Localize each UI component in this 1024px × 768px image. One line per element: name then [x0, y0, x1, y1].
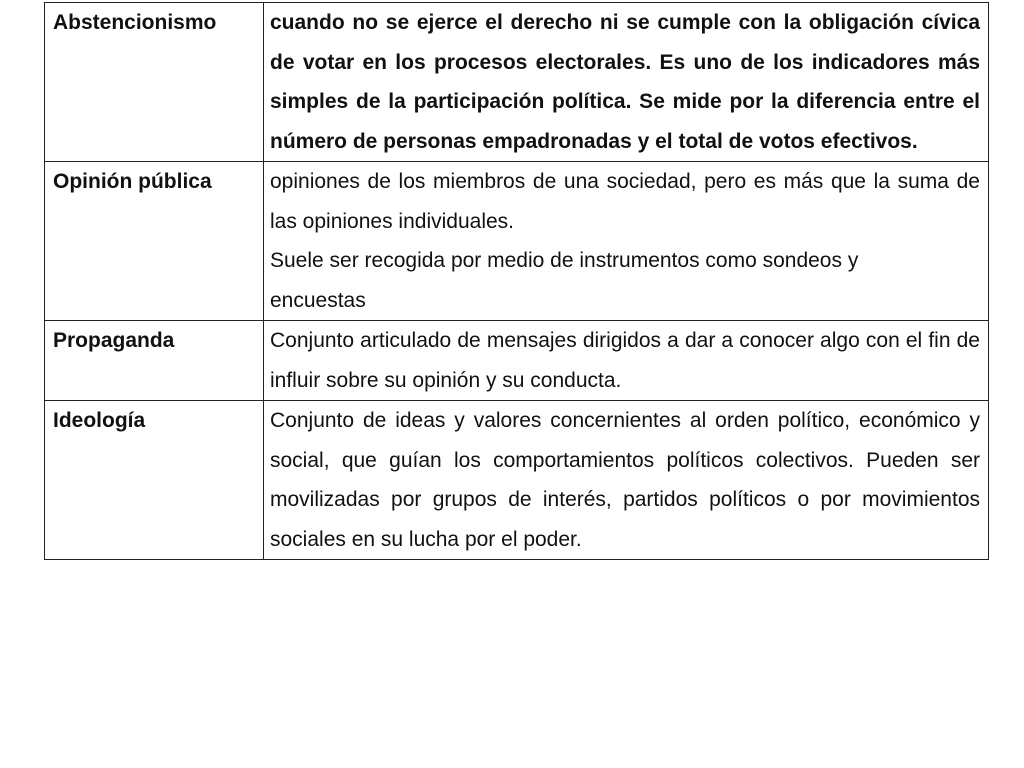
definition-opinion-publica [264, 162, 989, 321]
definition-paragraph: cuando no se ejerce el derecho ni se cumple con la obligación cívica de votar en los procesos electorales. Es uno de los indicadores más simples de la participación política. Se mide por la diferencia entre el número de personas empadronadas y el total de votos efectivos. [270, 11, 980, 153]
table-row-abstencionismo [45, 3, 989, 162]
term-opinion-publica: Opinión pública [45, 162, 264, 321]
definition-paragraph: opiniones de los miembros de una sociedad, pero es más que la suma de las opiniones individuales. [270, 170, 980, 233]
term-ideologia: Ideología [45, 401, 264, 560]
table-row-propaganda [45, 321, 989, 401]
table-row-opinion-publica [45, 162, 989, 321]
definition-paragraph: Conjunto articulado de mensajes dirigidos a dar a conocer algo con el fin de influir sobre su opinión y su conducta. [270, 329, 980, 392]
definition-abstencionismo [264, 3, 989, 162]
table-row-ideologia [45, 401, 989, 560]
term-abstencionismo: Abstencionismo [45, 3, 264, 162]
glossary-table [44, 2, 989, 560]
definition-ideologia [264, 401, 989, 560]
definition-propaganda [264, 321, 989, 401]
term-propaganda: Propaganda [45, 321, 264, 401]
definition-paragraph-note: Suele ser recogida por medio de instrumentos como sondeos y encuestas [270, 249, 859, 312]
definition-paragraph: Conjunto de ideas y valores concernientes al orden político, económico y social, que guían los comportamientos políticos colectivos. Pueden ser movilizadas por grupos de interés, partidos políticos o por movimientos sociales en su lucha por el poder. [270, 409, 980, 551]
